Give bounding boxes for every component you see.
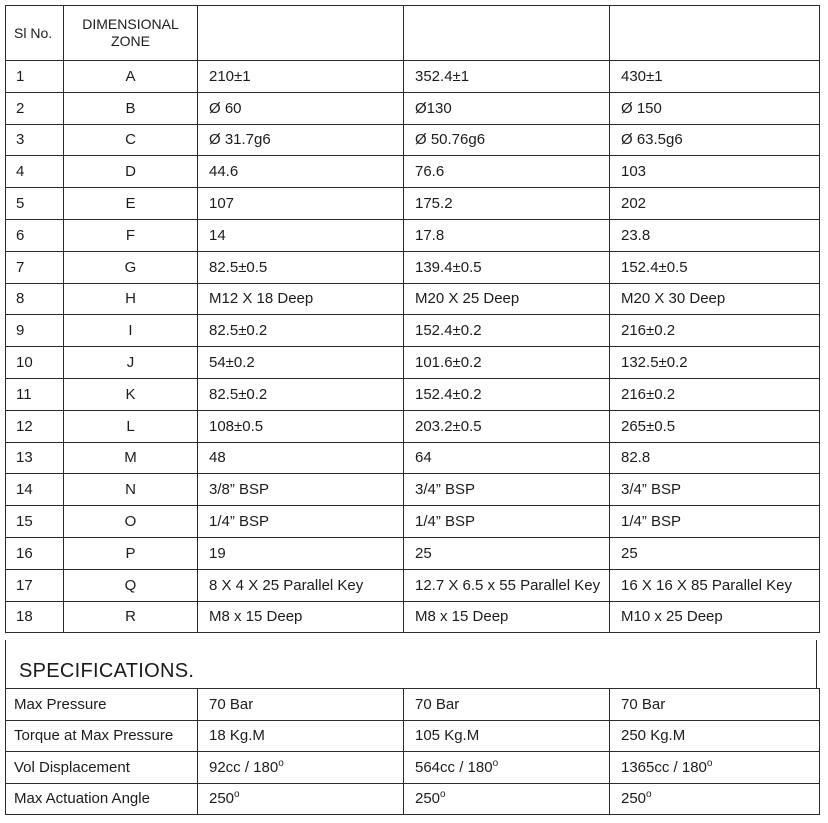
degree-mark: o [706, 757, 713, 769]
spec-value-text: 105 Kg.M [415, 727, 480, 745]
sl-no-cell: 14 [6, 474, 64, 506]
value-cell-1: 14 [198, 219, 404, 251]
spec-label: Vol Displacement [6, 752, 198, 784]
value-cell-1: 82.5±0.2 [198, 378, 404, 410]
value-cell-2: 64 [404, 442, 610, 474]
value-cell-3: M10 x 25 Deep [610, 601, 820, 633]
spec-value-text: 70 Bar [415, 695, 460, 713]
value-cell-3: 152.4±0.5 [610, 251, 820, 283]
sl-no-cell: 15 [6, 506, 64, 538]
value-cell-2: 139.4±0.5 [404, 251, 610, 283]
value-cell-1: 8 X 4 X 25 Parallel Key [198, 569, 404, 601]
value-cell-3: 25 [610, 537, 820, 569]
spec-value-3 [610, 752, 820, 784]
spec-value-1 [198, 720, 404, 752]
table-row [6, 283, 820, 315]
sl-no-cell: 16 [6, 537, 64, 569]
spec-value-text: 564cc / 180 [415, 758, 493, 776]
value-cell-1: 44.6 [198, 156, 404, 188]
value-cell-2: Ø 50.76g6 [404, 124, 610, 156]
spec-value-2 [404, 752, 610, 784]
spec-label: Torque at Max Pressure [6, 720, 198, 752]
value-cell-2: 17.8 [404, 219, 610, 251]
value-cell-2: 12.7 X 6.5 x 55 Parallel Key [404, 569, 610, 601]
header-dimensional-zone [64, 6, 198, 61]
zone-cell: Q [64, 569, 198, 601]
table-row [6, 442, 820, 474]
value-cell-1: 3/8” BSP [198, 474, 404, 506]
value-cell-1: 210±1 [198, 61, 404, 93]
value-cell-1: 107 [198, 188, 404, 220]
specifications-heading-cell [5, 640, 817, 688]
table-row [6, 601, 820, 633]
zone-cell: G [64, 251, 198, 283]
value-cell-3: 216±0.2 [610, 315, 820, 347]
value-cell-1: M12 X 18 Deep [198, 283, 404, 315]
header-zone-line1: DIMENSIONAL [82, 16, 179, 32]
value-cell-1: 54±0.2 [198, 347, 404, 379]
value-cell-2: 76.6 [404, 156, 610, 188]
header-model-1 [198, 6, 404, 61]
spec-value-2 [404, 720, 610, 752]
sl-no-cell: 10 [6, 347, 64, 379]
sl-no-cell: 3 [6, 124, 64, 156]
spec-value-text: 70 Bar [621, 695, 666, 713]
value-cell-3: 132.5±0.2 [610, 347, 820, 379]
sl-no-cell: 17 [6, 569, 64, 601]
value-cell-2: M8 x 15 Deep [404, 601, 610, 633]
value-cell-1: Ø 31.7g6 [198, 124, 404, 156]
dimensions-table [5, 5, 820, 633]
spec-value-text: 18 Kg.M [209, 727, 265, 745]
spec-value-1 [198, 689, 404, 721]
spec-value-2 [404, 689, 610, 721]
value-cell-2: Ø130 [404, 92, 610, 124]
header-model-3 [610, 6, 820, 61]
zone-cell: I [64, 315, 198, 347]
value-cell-2: 25 [404, 537, 610, 569]
table-row [6, 569, 820, 601]
specifications-title: SPECIFICATIONS. [19, 660, 195, 682]
zone-cell: D [64, 156, 198, 188]
spec-value-text: 250 [415, 790, 441, 808]
table-row [6, 474, 820, 506]
sl-no-cell: 11 [6, 378, 64, 410]
zone-cell: N [64, 474, 198, 506]
degree-mark: o [492, 757, 499, 769]
spec-value-text: 250 [621, 790, 647, 808]
zone-cell: A [64, 61, 198, 93]
value-cell-3: 430±1 [610, 61, 820, 93]
spec-value-text: 92cc / 180 [209, 758, 279, 776]
table-row [6, 61, 820, 93]
table-row [6, 251, 820, 283]
zone-cell: E [64, 188, 198, 220]
zone-cell: J [64, 347, 198, 379]
sl-no-cell: 6 [6, 219, 64, 251]
value-cell-3: 265±0.5 [610, 410, 820, 442]
sl-no-cell: 18 [6, 601, 64, 633]
table-row [6, 410, 820, 442]
value-cell-1: M8 x 15 Deep [198, 601, 404, 633]
zone-cell: L [64, 410, 198, 442]
value-cell-3: Ø 150 [610, 92, 820, 124]
spec-value-1 [198, 783, 404, 815]
degree-mark: o [234, 789, 240, 801]
degree-mark: o [646, 789, 652, 801]
header-model-2 [404, 6, 610, 61]
value-cell-1: 48 [198, 442, 404, 474]
zone-cell: M [64, 442, 198, 474]
spec-label: Max Pressure [6, 689, 198, 721]
table-row [6, 315, 820, 347]
dimensions-header-row [6, 6, 820, 61]
zone-cell: O [64, 506, 198, 538]
spec-value-text: 70 Bar [209, 695, 254, 713]
value-cell-2: 101.6±0.2 [404, 347, 610, 379]
table-row [6, 92, 820, 124]
value-cell-3: Ø 63.5g6 [610, 124, 820, 156]
value-cell-1: 1/4” BSP [198, 506, 404, 538]
spec-value-3 [610, 689, 820, 721]
value-cell-3: 103 [610, 156, 820, 188]
sl-no-cell: 4 [6, 156, 64, 188]
spec-value-3 [610, 720, 820, 752]
sl-no-cell: 7 [6, 251, 64, 283]
value-cell-2: 3/4” BSP [404, 474, 610, 506]
value-cell-3: 202 [610, 188, 820, 220]
value-cell-1: 19 [198, 537, 404, 569]
sl-no-cell: 8 [6, 283, 64, 315]
spec-value-text: 250 Kg.M [621, 727, 686, 745]
spec-value-1 [198, 752, 404, 784]
table-row [6, 156, 820, 188]
zone-cell: C [64, 124, 198, 156]
spec-row [6, 783, 820, 815]
sl-no-cell: 2 [6, 92, 64, 124]
table-row [6, 188, 820, 220]
value-cell-1: 82.5±0.5 [198, 251, 404, 283]
spec-value-text: 1365cc / 180 [621, 758, 707, 776]
value-cell-2: 1/4” BSP [404, 506, 610, 538]
table-row [6, 506, 820, 538]
value-cell-1: 82.5±0.2 [198, 315, 404, 347]
table-row [6, 219, 820, 251]
zone-cell: B [64, 92, 198, 124]
value-cell-2: 152.4±0.2 [404, 378, 610, 410]
zone-cell: P [64, 537, 198, 569]
zone-cell: F [64, 219, 198, 251]
table-row [6, 378, 820, 410]
spec-value-text: 250 [209, 790, 235, 808]
value-cell-1: 108±0.5 [198, 410, 404, 442]
value-cell-2: 175.2 [404, 188, 610, 220]
value-cell-3: 16 X 16 X 85 Parallel Key [610, 569, 820, 601]
sl-no-cell: 12 [6, 410, 64, 442]
value-cell-2: M20 X 25 Deep [404, 283, 610, 315]
degree-mark: o [278, 757, 284, 769]
value-cell-3: 1/4” BSP [610, 506, 820, 538]
value-cell-2: 352.4±1 [404, 61, 610, 93]
sl-no-cell: 9 [6, 315, 64, 347]
value-cell-3: 23.8 [610, 219, 820, 251]
value-cell-3: 216±0.2 [610, 378, 820, 410]
header-zone-line2: ZONE [111, 33, 150, 49]
zone-cell: R [64, 601, 198, 633]
spec-value-3 [610, 783, 820, 815]
sl-no-cell: 13 [6, 442, 64, 474]
table-row [6, 537, 820, 569]
header-sl-no: Sl No. [6, 6, 64, 61]
value-cell-2: 152.4±0.2 [404, 315, 610, 347]
table-row [6, 347, 820, 379]
spec-label: Max Actuation Angle [6, 783, 198, 815]
zone-cell: K [64, 378, 198, 410]
sl-no-cell: 1 [6, 61, 64, 93]
sl-no-cell: 5 [6, 188, 64, 220]
table-row [6, 124, 820, 156]
specifications-table [5, 688, 820, 815]
value-cell-3: M20 X 30 Deep [610, 283, 820, 315]
degree-mark: o [440, 789, 446, 801]
spec-row [6, 689, 820, 721]
zone-cell: H [64, 283, 198, 315]
value-cell-3: 3/4” BSP [610, 474, 820, 506]
spec-row [6, 720, 820, 752]
spec-value-2 [404, 783, 610, 815]
value-cell-1: Ø 60 [198, 92, 404, 124]
spec-row [6, 752, 820, 784]
value-cell-2: 203.2±0.5 [404, 410, 610, 442]
value-cell-3: 82.8 [610, 442, 820, 474]
